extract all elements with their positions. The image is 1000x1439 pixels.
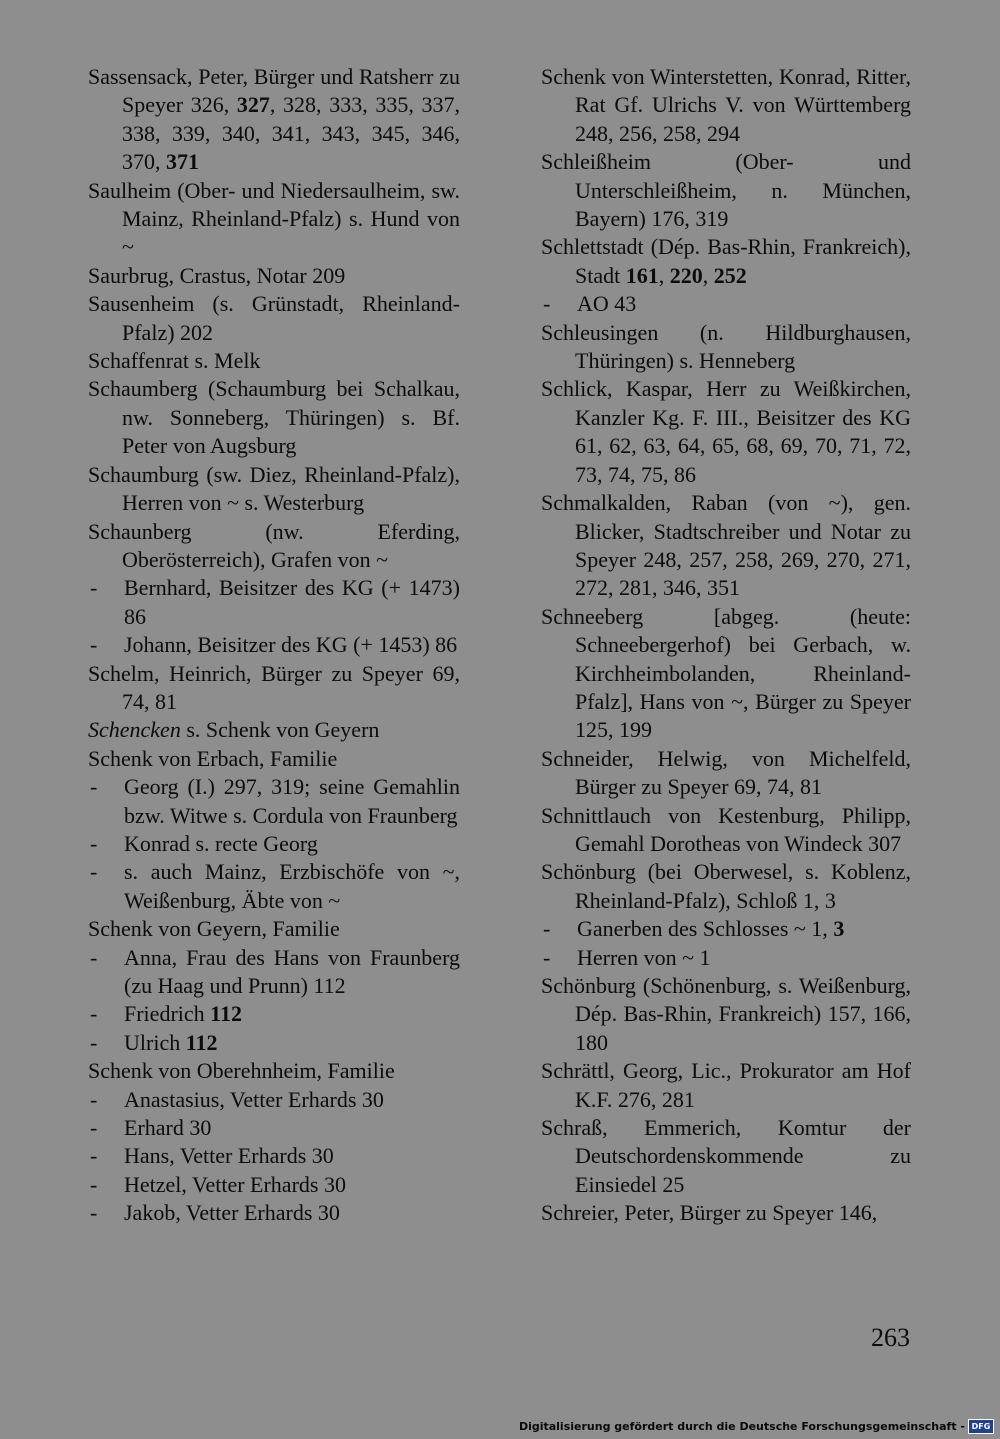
entry-text: Schelm, Heinrich, Bürger zu Speyer 69, 74, 81	[88, 660, 460, 714]
entry-text: Schencken	[88, 717, 181, 743]
index-entry	[88, 177, 460, 262]
subentry-dash: -	[90, 1001, 98, 1027]
entry-text: Schleißheim (Ober- und Unterschleißheim, n. München, Bayern) 176, 319	[541, 149, 911, 232]
index-entry	[541, 858, 911, 915]
entry-text: 3	[833, 916, 845, 942]
index-subentry	[88, 1142, 460, 1170]
subentry-dash: -	[543, 916, 551, 942]
entry-text: Schneider, Helwig, von Michelfeld, Bürger zu Speyer 69, 74, 81	[541, 745, 911, 800]
entry-text: Anastasius, Vetter Erhards 30	[124, 1086, 384, 1112]
index-column-right	[541, 63, 911, 1228]
index-entry	[541, 148, 911, 233]
index-entry	[541, 375, 911, 489]
index-subentry	[88, 944, 460, 1001]
entry-text: Johann, Beisitzer des KG (+ 1453) 86	[124, 632, 458, 658]
index-subentry	[88, 1086, 460, 1114]
index-subentry	[88, 631, 460, 659]
entry-text: Schnittlauch von Kestenburg, Philipp, Gemahl Dorotheas von Windeck 307	[541, 802, 911, 856]
subentry-dash: -	[90, 1086, 98, 1112]
subentry-dash: -	[90, 774, 98, 800]
entry-text: Erhard 30	[124, 1115, 212, 1141]
index-entry	[88, 518, 460, 575]
entry-text: Sausenheim (s. Grünstadt, Rheinland-Pfalz) 202	[88, 291, 460, 345]
footer-text: Digitalisierung gefördert durch die Deutsche Forschungsgemeinschaft -	[518, 1419, 965, 1433]
index-entry	[88, 375, 460, 460]
entry-text: Saulheim (Ober- und Niedersaulheim, sw. Mainz, Rheinland-Pfalz) s. Hund von ~	[88, 177, 460, 260]
entry-text: Schönburg (bei Oberwesel, s. Koblenz, Rheinland-Pfalz), Schloß 1, 3	[541, 859, 911, 913]
entry-text: Bernhard, Beisitzer des KG (+ 1473) 86	[124, 575, 460, 629]
index-entry	[541, 1057, 911, 1114]
entry-text: 252	[713, 262, 747, 288]
entry-text: Schaumburg (sw. Diez, Rheinland-Pfalz), Herren von ~ s. Westerburg	[88, 461, 460, 516]
index-entry	[541, 319, 911, 376]
index-entry	[541, 1199, 911, 1227]
entry-text: 112	[210, 1001, 242, 1027]
entry-text: AO 43	[577, 291, 637, 317]
entry-text: Schneeberg [abgeg. (heute: Schneebergerhof) bei Gerbach, w. Kirchheimbolanden, Rheinland-Pfalz], Hans von ~, Bürger zu Speyer 125, 199	[541, 603, 911, 743]
subentry-dash: -	[90, 944, 98, 970]
subentry-dash: -	[543, 944, 551, 970]
index-subentry	[88, 830, 460, 858]
index-entry	[541, 63, 911, 148]
index-entry	[88, 262, 460, 290]
subentry-dash: -	[90, 632, 98, 658]
subentry-dash: -	[90, 1171, 98, 1197]
entry-text: Saurbrug, Crastus, Notar 209	[88, 262, 346, 288]
index-entry	[88, 347, 460, 375]
dfg-logo-icon: DFG	[968, 1419, 994, 1434]
index-entry	[541, 489, 911, 603]
index-subentry	[88, 773, 460, 830]
entry-text: Konrad s. recte Georg	[124, 830, 318, 856]
index-subentry	[88, 1000, 460, 1028]
subentry-dash: -	[90, 830, 98, 856]
subentry-dash: -	[543, 291, 551, 317]
entry-text: 112	[185, 1029, 218, 1055]
entry-text: Schenk von Oberehnheim, Familie	[88, 1058, 395, 1084]
subentry-dash: -	[90, 1143, 98, 1169]
index-entry	[88, 1057, 460, 1085]
index-entry	[541, 972, 911, 1057]
index-entry	[88, 716, 460, 744]
entry-text: ,	[658, 262, 670, 288]
entry-text: Ulrich	[124, 1029, 186, 1055]
index-entry	[88, 660, 460, 717]
entry-text: s. auch Mainz, Erzbischöfe von ~, Weißenburg, Äbte von ~	[124, 859, 460, 913]
subentry-dash: -	[90, 575, 98, 601]
index-entry	[88, 915, 460, 943]
entry-text: 161	[625, 262, 659, 288]
index-entry	[541, 802, 911, 859]
index-subentry	[88, 574, 460, 631]
entry-text: Friedrich	[124, 1001, 211, 1027]
entry-text: Schönburg (Schönenburg, s. Weißenburg, Dép. Bas-Rhin, Frankreich) 157, 166, 180	[541, 973, 911, 1055]
index-subentry	[541, 944, 911, 972]
index-subentry	[88, 1171, 460, 1199]
index-subentry	[88, 1114, 460, 1142]
entry-text: Schlettstadt (Dép. Bas-Rhin, Frankreich), Stadt	[541, 234, 911, 288]
entry-text: Schaffenrat s. Melk	[88, 348, 261, 374]
subentry-dash: -	[90, 1029, 98, 1055]
entry-text: Schenk von Geyern, Familie	[88, 916, 340, 942]
entry-text: s. Schenk von Geyern	[180, 717, 380, 743]
page-number: 263	[871, 1323, 910, 1352]
index-entry	[541, 233, 911, 290]
entry-text: Schaunberg (nw. Eferding, Oberösterreich), Grafen von ~	[88, 518, 460, 572]
footer	[519, 1416, 994, 1436]
index-subentry	[88, 1029, 460, 1057]
entry-text: Jakob, Vetter Erhards 30	[124, 1200, 340, 1226]
index-subentry	[88, 1199, 460, 1227]
entry-text: Sassensack, Peter, Bürger und Ratsherr zu Speyer 326,	[88, 64, 460, 118]
entry-text: 371	[166, 149, 199, 175]
subentry-dash: -	[90, 1200, 98, 1226]
index-subentry	[541, 290, 911, 318]
entry-text: Schraß, Emmerich, Komtur der Deutschordenskommende zu Einsiedel 25	[541, 1115, 911, 1197]
entry-text: Hans, Vetter Erhards 30	[124, 1143, 334, 1169]
index-entry	[88, 461, 460, 518]
index-entry	[88, 63, 460, 177]
entry-text: Hetzel, Vetter Erhards 30	[124, 1171, 346, 1197]
entry-text: Anna, Frau des Hans von Fraunberg (zu Haag und Prunn) 112	[124, 944, 460, 998]
entry-text: , 328, 333, 335, 337, 338, 339, 340, 341, 343, 345, 346, 370,	[122, 92, 461, 175]
entry-text: Herren von ~ 1	[577, 944, 711, 970]
index-column-left	[88, 63, 460, 1228]
entry-text: Schmalkalden, Raban (von ~), gen. Blicker, Stadtschreiber und Notar zu Speyer 248, 257, 258, 269, 270, 271, 272, 281, 346, 351	[541, 490, 911, 601]
subentry-dash: -	[90, 1115, 98, 1141]
entry-text: Schreier, Peter, Bürger zu Speyer 146,	[541, 1200, 878, 1226]
entry-text: 220	[669, 262, 703, 288]
index-subentry	[88, 858, 460, 915]
entry-text: Schleusingen (n. Hildburghausen, Thüringen) s. Henneberg	[541, 319, 911, 374]
index-entry	[88, 290, 460, 347]
index-entry	[541, 745, 911, 802]
entry-text: Schenk von Erbach, Familie	[88, 745, 338, 771]
index-subentry	[541, 915, 911, 943]
entry-text: ,	[702, 262, 714, 288]
index-entry	[541, 603, 911, 745]
entry-text: Schrättl, Georg, Lic., Prokurator am Hof K.F. 276, 281	[541, 1058, 911, 1112]
subentry-dash: -	[90, 859, 98, 885]
entry-text: Schlick, Kaspar, Herr zu Weißkirchen, Kanzler Kg. F. III., Beisitzer des KG 61, 62, 63, 64, 65, 68, 69, 70, 71, 72, 73, 74, 75, 86	[541, 376, 911, 487]
entry-text: Georg (I.) 297, 319; seine Gemahlin bzw. Witwe s. Cordula von Fraunberg	[124, 774, 460, 828]
entry-text: 327	[236, 92, 270, 118]
index-entry	[541, 1114, 911, 1199]
index-entry	[88, 745, 460, 773]
entry-text: Schaumberg (Schaumburg bei Schalkau, nw. Sonneberg, Thüringen) s. Bf. Peter von Augsburg	[88, 376, 460, 459]
entry-text: Schenk von Winterstetten, Konrad, Ritter, Rat Gf. Ulrichs V. von Württemberg 248, 256, 258, 294	[541, 64, 911, 146]
entry-text: Ganerben des Schlosses ~ 1,	[577, 916, 834, 942]
